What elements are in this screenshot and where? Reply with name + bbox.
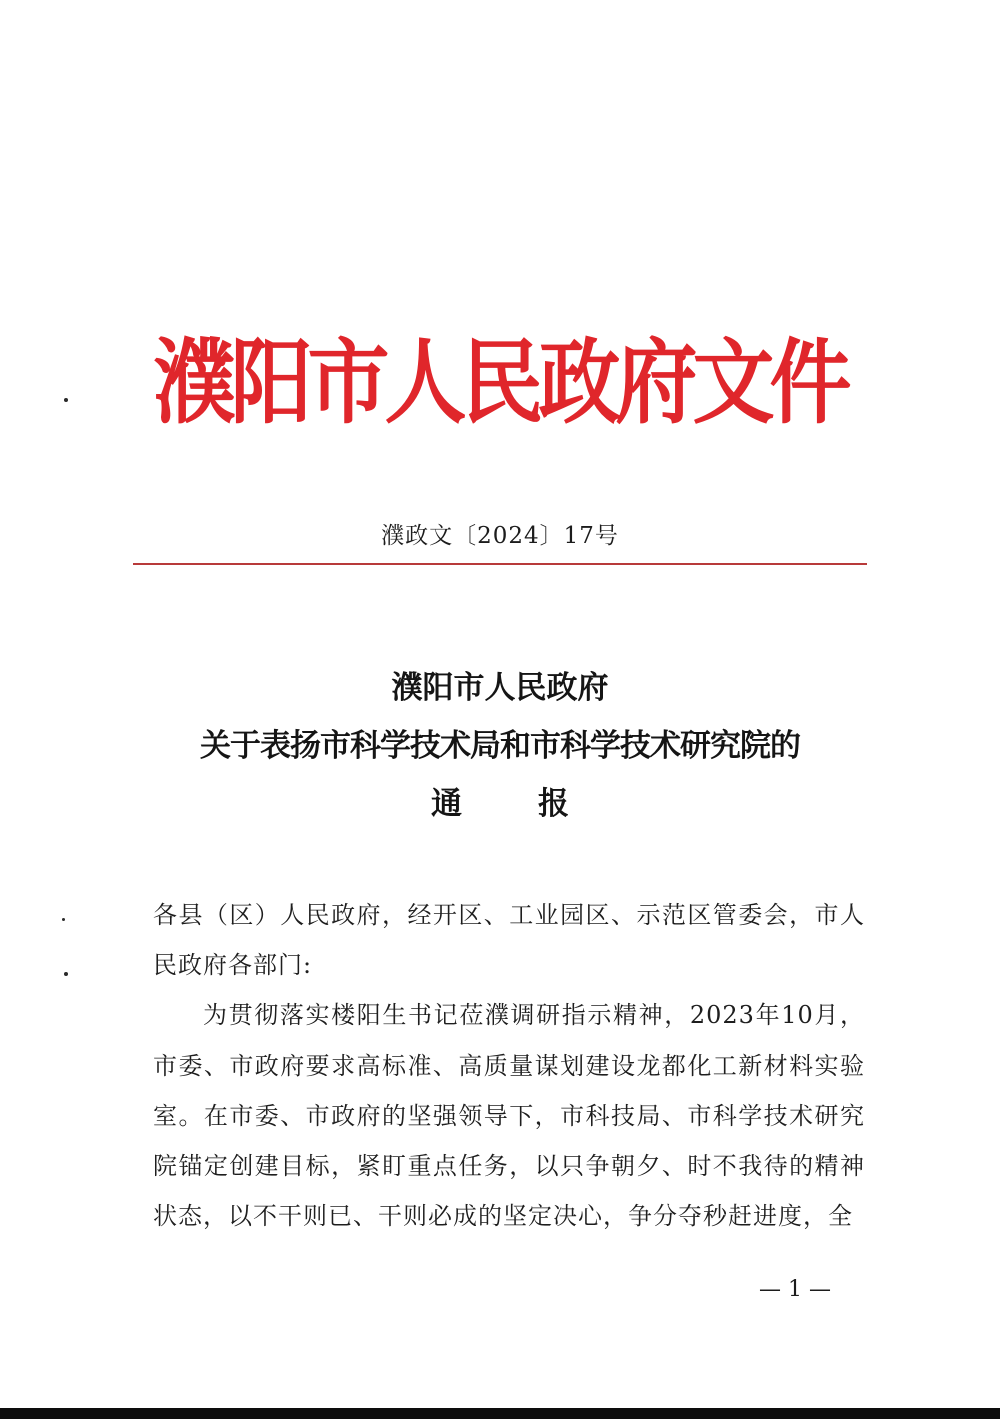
document-body: [153, 890, 865, 1241]
masthead-title: 濮阳市人民政府文件: [153, 329, 847, 437]
page-number: — 1 —: [759, 1277, 831, 1302]
scan-speck: [62, 918, 65, 921]
document-number: 濮政文〔2024〕17号: [381, 523, 619, 549]
body-paragraph: 为贯彻落实楼阳生书记莅濮调研指示精神，2023年10月，市委、市政府要求高标准、高质量谋划建设龙都化工新材料实验室。在市委、市政府的坚强领导下，市科技局、市科学技术研究院锚定创建目标，紧盯重点任务，以只争朝夕、时不我待的精神状态，以不干则已、干则必成的坚定决心，争分夺秒赶进度，全: [153, 1001, 865, 1231]
bottom-edge-band: [0, 1408, 1000, 1419]
title-line-type: 通报: [431, 786, 645, 822]
red-divider-line: [133, 563, 867, 565]
scan-speck: [64, 972, 68, 976]
title-line-issuer: 濮阳市人民政府: [391, 670, 609, 706]
title-line-subject: 关于表扬市科学技术局和市科学技术研究院的: [200, 728, 800, 764]
scan-speck: [64, 398, 68, 402]
salutation: 各县（区）人民政府，经开区、工业园区、示范区管委会，市人民政府各部门:: [153, 901, 865, 980]
